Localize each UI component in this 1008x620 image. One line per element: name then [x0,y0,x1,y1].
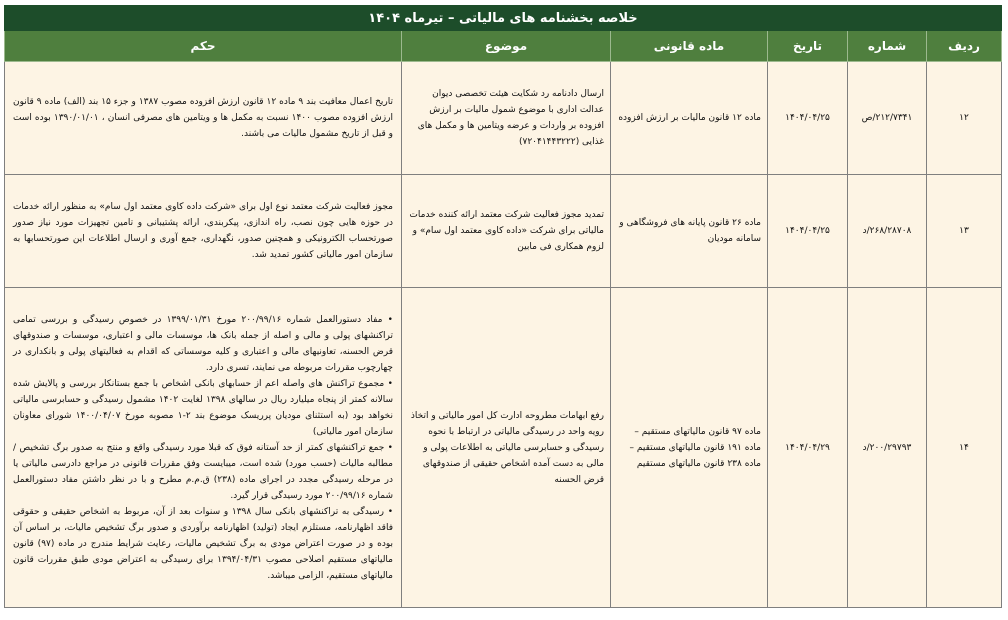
ruling-item: • جمع تراکنشهای کمتر از حد آستانه فوق که قبلا مورد رسیدگی واقع و منتج به صدور برگ تشخیص / مطالبه مالیات (حسب مورد) شده است، میبایست وفق مقررات قانونی در مراجع دادرسی مالیاتی یا در مرحله رسیدگی مجدد در اجرای ماده (۲۳۸) ق.م.م مطرح و با در نظر داشتن مفاد دستورالعمل شماره ۲۰۰/۹۹/۱۶ مورد رسیدگی قرار گیرد. [12,442,393,501]
header-row [4,31,1001,62]
subject: تمدید مجوز فعالیت شرکت معتمد ارائه کننده خدمات مالیاتی برای شرکت «داده کاوی معتمد اول سام» و لزوم همکاری فی مابین [402,175,611,288]
header-circular-number: شماره [848,31,927,62]
ruling-item: • رسیدگی به تراکنشهای بانکی سال ۱۳۹۸ و سنوات بعد از آن، مربوط به اشخاص حقیقی و حقوقی فاقد اظهارنامه، مستلزم ایجاد (تولید) اظهارنامه برآوردی و صدور برگ تشخیص مالیات، بر اساس آن بوده و در صورت اعتراض مودی به برگ تشخیص مالیات، رعایت شرایط مندرج در ماده (۹۷) قانون مالیاتهای مستقیم اصلاحی مصوب ۱۳۹۴/۰۴/۳۱ برای رسیدگی به اعتراض مودی طبق مقررات قانون مالیاتهای مستقیم، الزامی میباشد. [12,506,394,581]
circular-date: ۱۴۰۴/۰۴/۲۵ [768,175,848,288]
ruling: تاریخ اعمال معافیت بند ۹ ماده ۱۲ قانون ارزش افزوده مصوب ۱۳۸۷ و جزء ۱۵ بند (الف) ماده ۹ قانون ارزش افزوده مصوب ۱۴۰۰ نسبت به مکمل ها و ویتامین های مصرفی انسان ، ۱۳۹۰/۰۱/۰۱ بوده است و قبل از تاریخ مشمول مالیات می باشند. [4,62,401,175]
circular-date: ۱۴۰۴/۰۴/۲۵ [768,62,848,175]
row-number: ۱۲ [927,62,1002,175]
circular-date: ۱۴۰۴/۰۴/۲۹ [768,288,848,608]
legal-article: ماده ۲۶ قانون پایانه های فروشگاهی و سامانه مودیان [611,175,768,288]
row-number: ۱۴ [927,288,1002,608]
table-title: خلاصه بخشنامه های مالیاتی – تیرماه ۱۴۰۴ [4,6,1001,31]
circulars-table [4,5,1002,608]
ruling: مجوز فعالیت شرکت معتمد نوع اول برای «شرکت داده کاوی معتمد اول سام» به منظور ارائه خدمات در حوزه هایی چون نصب، راه اندازی، پیکربندی، ارائه پشتیبانی و تامین تجهیزات مورد نیاز صدور صورتحساب الکترونیکی و همچنین صدور، نگهداری، جمع آوری و ارسال اطلاعات این صورتحسابها به سازمان امور مالیاتی کشور تمدید شد. [4,175,401,288]
table-row [4,288,1001,608]
ruling-item: • مجموع تراکنش های واصله اعم از حسابهای بانکی اشخاص با جمع بستانکار بررسی و پالایش شده سالانه کمتر از پنجاه میلیارد ریال در سالهای ۱۳۹۸ لغایت ۱۴۰۲ مشمول رسیدگی و حسابرسی مالیاتی نخواهد بود (به استثنای مودیان پرریسک موضوع بند ۲-۱ مصوبه مورخ ۱۴۰۰/۰۴/۰۷ شورای معاونان سازمان امور مالیاتی) [12,378,394,437]
subject: ارسال دادنامه رد شکایت هیئت تخصصی دیوان عدالت اداری با موضوع شمول مالیات بر ارزش افزوده بر واردات و عرضه ویتامین ها و مکمل های غذایی (۷۲۰۴۱۴۴۳۲۲۲) [402,62,611,175]
row-number: ۱۳ [927,175,1002,288]
tax-circulars-summary [5,5,1002,608]
table-row [4,175,1001,288]
subject: رفع ابهامات مطروحه ادارت کل امور مالیاتی و اتخاذ رویه واحد در رسیدگی مالیاتی در ارتباط با نحوه رسیدگی و حسابرسی مالیاتی به اطلاعات پولی و مالی به دست آمده اشخاص حقیقی از صندوقهای قرض الحسنه [402,288,611,608]
legal-article: ماده ۹۷ قانون مالیاتهای مستقیم – ماده ۱۹۱ قانون مالیاتهای مستقیم – ماده ۲۳۸ قانون مالیاتهای مستقیم [611,288,768,608]
ruling [4,288,401,608]
header-subject: موضوع [402,31,611,62]
header-ruling: حکم [4,31,401,62]
ruling-item: • مفاد دستورالعمل شماره ۲۰۰/۹۹/۱۶ مورخ ۱۳۹۹/۰۱/۳۱ در خصوص رسیدگی و بررسی تمامی تراکنشهای پولی و مالی و اصله از جمله بانک ها، موسسات مالی و اعتباری، موسسات و صندوقهای قرض الحسنه، تعاونیهای مالی و اعتباری و کلیه موسساتی که اقدام به فعالیتهای پولی و بانکداری در چهارچوب مقررات مربوطه می نمایند، تسری دارد. [12,314,393,373]
header-legal-article: ماده قانونی [611,31,768,62]
legal-article: ماده ۱۲ قانون مالیات بر ارزش افزوده [611,62,768,175]
header-row-number: ردیف [927,31,1002,62]
circular-number: ۲۰۰/۲۹۷۹۳/د [848,288,927,608]
table-row [4,62,1001,175]
header-date: تاریخ [768,31,848,62]
circular-number: ۲۶۸/۲۸۷۰۸/د [848,175,927,288]
circular-number: ۲۱۲/۷۳۴۱/ص [848,62,927,175]
